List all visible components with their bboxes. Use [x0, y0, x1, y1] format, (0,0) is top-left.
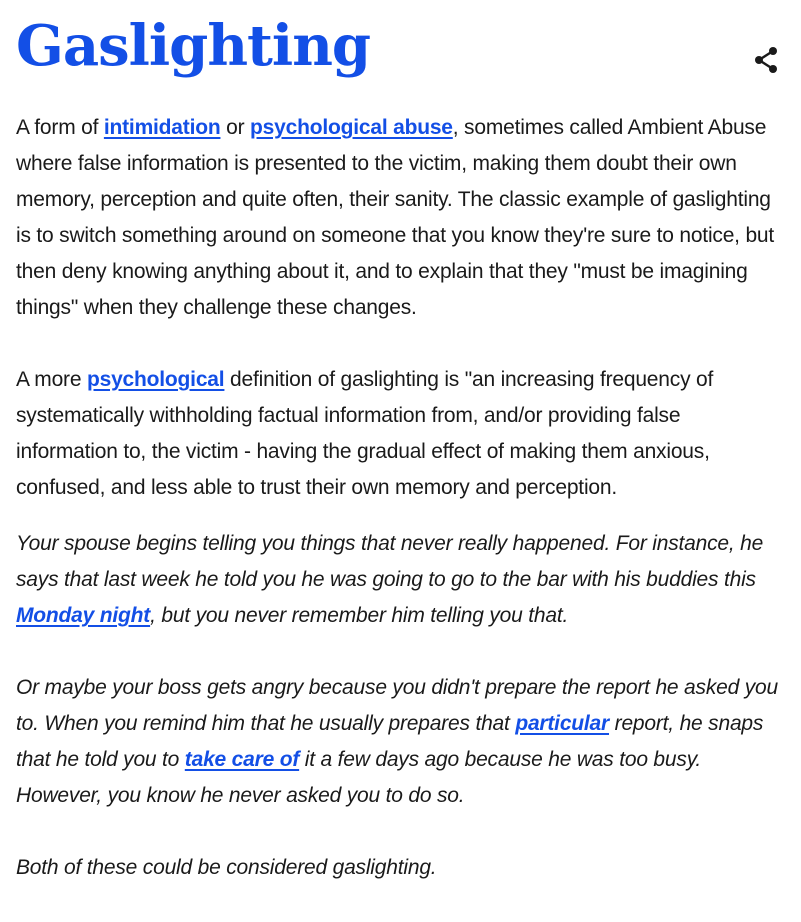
example-paragraph [16, 670, 786, 814]
meaning-paragraph [16, 110, 786, 326]
definition-example [16, 526, 786, 886]
meaning-text: A form of [16, 116, 104, 139]
definition-meaning [16, 110, 786, 506]
link-monday-night[interactable]: Monday night [16, 604, 151, 627]
paragraph-gap [16, 814, 786, 850]
meaning-paragraph [16, 362, 786, 506]
meaning-text: A more [16, 368, 87, 391]
example-paragraph [16, 850, 786, 886]
meaning-text: definition of gaslighting is "an increasing frequency of systematically withholding factual information from, and/or providing false information to, the victim - having the gradual effect of making them anxious, confused, and less able to trust their own memory and perception. [16, 368, 714, 499]
example-text: report, he snaps that he told you to [16, 712, 764, 771]
link-psychological[interactable]: psychological [86, 368, 225, 391]
meaning-text: , sometimes called Ambient Abuse where false information is presented to the victim, making them doubt their own memory, perception and quite often, their sanity. The classic example of gaslighting is to switch something around on someone that you know they're sure to notice, but then deny knowing anything about it, and to explain that they "must be imagining things" when they challenge these changes. [16, 116, 775, 319]
link-particular[interactable]: particular [515, 712, 610, 735]
definition-entry [16, 14, 786, 886]
share-button[interactable] [750, 44, 782, 76]
link-psychological-abuse[interactable]: psychological abuse [250, 116, 453, 139]
share-icon [753, 46, 779, 74]
meaning-text: or [220, 116, 251, 139]
link-intimidation[interactable]: intimidation [103, 116, 221, 139]
paragraph-gap [16, 634, 786, 670]
word-title[interactable]: Gaslighting [16, 13, 371, 79]
example-text: it a few days ago because he was too busy. However, you know he never asked you to do so. [16, 748, 702, 807]
example-text: Both of these could be considered gaslighting. [16, 856, 437, 879]
example-paragraph [16, 526, 786, 634]
example-text: Your spouse begins telling you things that never really happened. For instance, he says that last week he told you he was going to go to the bar with his buddies this [16, 532, 764, 591]
link-take-care-of[interactable]: take care of [184, 748, 300, 771]
example-text: , but you never remember him telling you that. [150, 604, 569, 627]
example-text: Or maybe your boss gets angry because you didn't prepare the report he asked you to. When you remind him that he usually prepares that [16, 676, 778, 735]
entry-header [16, 14, 786, 110]
paragraph-gap [16, 326, 786, 362]
